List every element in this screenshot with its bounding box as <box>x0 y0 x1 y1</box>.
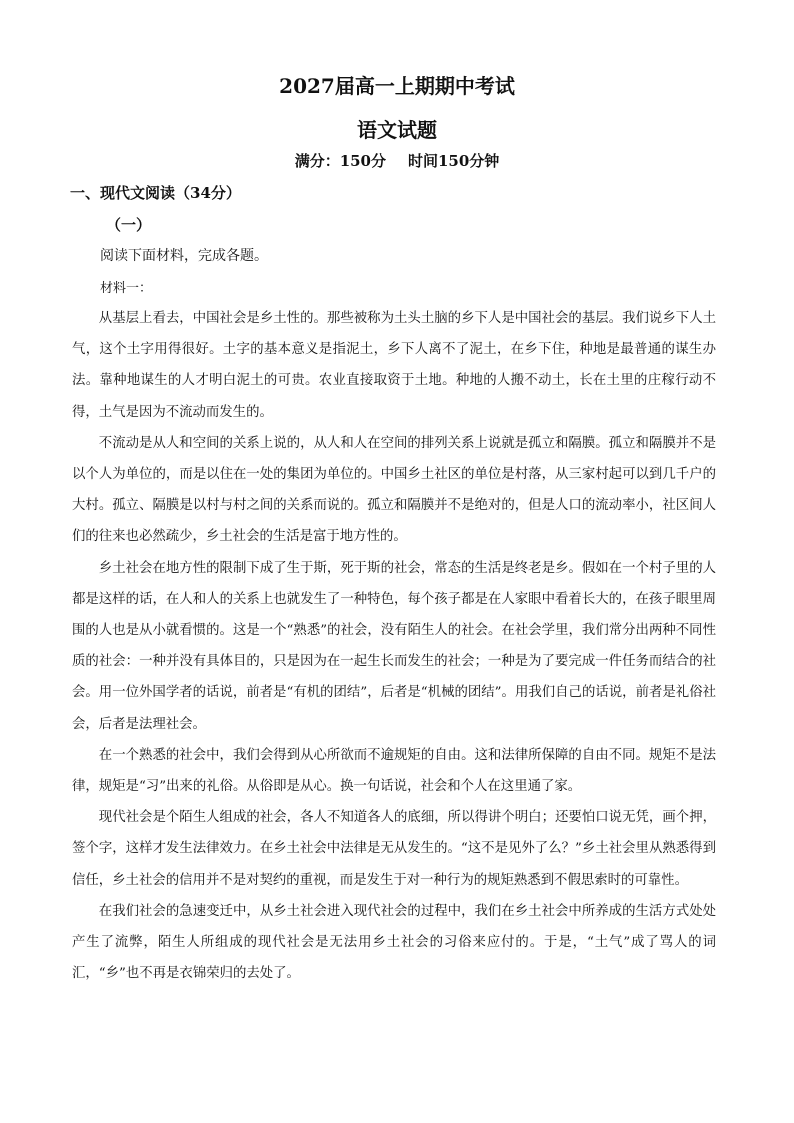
time-label: 时间150分钟 <box>408 152 500 170</box>
paragraph: 在我们社会的急速变迁中，从乡土社会进入现代社会的过程中，我们在乡土社会中所养成的生活方式处处产生了流弊，陌生人所组成的现代社会是无法用乡土社会的习俗来应付的。于是，“土气”成了骂人的词汇，“乡”也不再是衣锦荣归的去处了。 <box>72 903 716 982</box>
paragraph: 不流动是从人和空间的关系上说的，从人和人在空间的排列关系上说就是孤立和隔膜。孤立和隔膜并不是以个人为单位的，而是以住在一处的集团为单位的。中国乡土社区的单位是村落，从三家村起可以到几千户的大村。孤立、隔膜是以村与村之间的关系而说的。孤立和隔膜并不是绝对的，但是人口的流动率小，社区间人们的往来也必然疏少，乡土社会的生活是富于地方性的。 <box>72 435 716 545</box>
paragraph: 现代社会是个陌生人组成的社会，各人不知道各人的底细，所以得讲个明白；还要怕口说无凭，画个押，签个字，这样才发生法律效力。在乡土社会中法律是无从发生的。“这不是见外了么？”乡土社会里从熟悉得到信任，乡土社会的信用并不是对契约的重视，而是发生于对一种行为的规矩熟悉到不假思索时的可靠性。 <box>72 810 716 888</box>
paragraph: 在一个熟悉的社会中，我们会得到从心所欲而不逾规矩的自由。这和法律所保障的自由不同。规矩不是法律，规矩是“习”出来的礼俗。从俗即是从心。换一句话说，社会和个人在这里通了家。 <box>72 747 716 795</box>
section-heading: 一、现代文阅读（34分） <box>70 184 241 202</box>
paragraph: 乡土社会在地方性的限制下成了生于斯，死于斯的社会，常态的生活是终老是乡。假如在一个村子里的人都是这样的话，在人和人的关系上也就发生了一种特色，每个孩子都是在人家眼中看着长大的，在孩子眼里周围的人也是从小就看惯的。这是一个“熟悉”的社会，没有陌生人的社会。在社会学里，我们常分出两种不同性质的社会：一种并没有具体目的，只是因为在一起生长而发生的社会；一种是为了要完成一件任务而结合的社会。用一位外国学者的话说，前者是“有机的团结”，后者是“机械的团结”。用我们自己的话说，前者是礼俗社会，后者是法理社会。 <box>72 560 716 732</box>
instruction-text: 阅读下面材料，完成各题。 <box>100 248 268 264</box>
exam-title: 2027届高一上期期中考试 <box>279 74 515 98</box>
material-label: 材料一： <box>100 281 153 296</box>
paragraph: 从基层上看去，中国社会是乡土性的。那些被称为土头土脑的乡下人是中国社会的基层。我们说乡下人土气，这个土字用得很好。土字的基本意义是指泥土，乡下人离不了泥土，在乡下住，种地是最普通的谋生办法。靠种地谋生的人才明白泥土的可贵。农业直接取资于土地。种地的人搬不动土，长在土里的庄稼行动不得，土气是因为不流动而发生的。 <box>72 311 716 420</box>
sub-heading: （一） <box>106 216 152 234</box>
score-label: 满分：150分 <box>294 152 386 170</box>
material-body <box>72 303 716 989</box>
exam-info-line <box>0 150 794 171</box>
subject-title: 语文试题 <box>357 118 437 142</box>
